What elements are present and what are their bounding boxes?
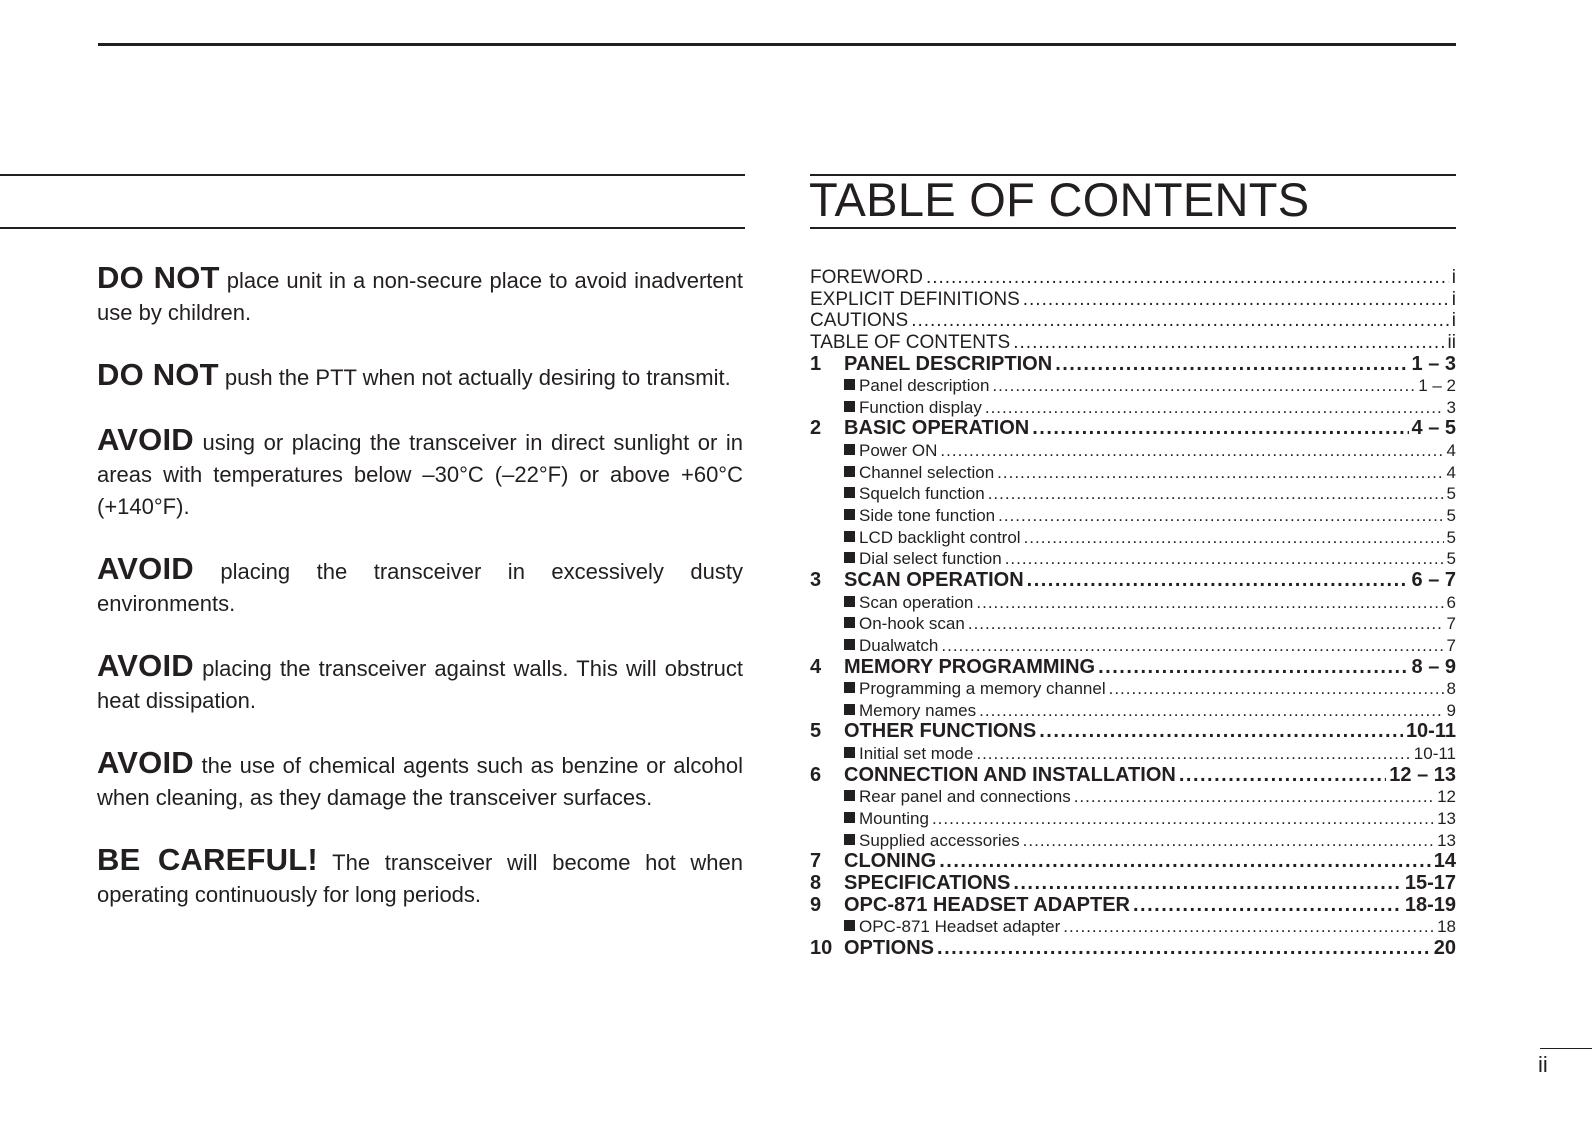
toc-chapter-number: 7 [810, 850, 822, 873]
toc-entry-page: 5 [1446, 484, 1456, 504]
toc-section-row [810, 635, 1456, 657]
caution-text: push the PTT when not actually desiring to transmit. [224, 365, 731, 390]
toc-chapter-number: 6 [810, 763, 822, 786]
black-square-bullet-icon [844, 639, 855, 650]
toc-entry-label: Panel description [859, 376, 990, 396]
toc-chapter-number: 5 [810, 720, 822, 743]
toc-entry-label: CONNECTION AND INSTALLATION [844, 763, 1176, 786]
caution-keyword: DO NOT [97, 357, 219, 392]
toc-dot-leader [976, 743, 1410, 765]
toc-entry-label: OPTIONS [844, 936, 935, 959]
black-square-bullet-icon [844, 552, 855, 563]
toc-dot-leader [1013, 873, 1402, 895]
caution-keyword: AVOID [97, 648, 194, 683]
toc-entry-page: 18-19 [1404, 893, 1456, 916]
toc-entry-page: 12 [1437, 787, 1456, 807]
toc-chapter-row [810, 570, 1456, 592]
toc-dot-leader [1005, 548, 1444, 570]
black-square-bullet-icon [844, 531, 855, 542]
toc-entry-label: MEMORY PROGRAMMING [844, 655, 1096, 678]
toc-chapter-row [810, 873, 1456, 895]
caution-text: The transceiver will become hot when operating continuously for long periods. [97, 850, 743, 907]
toc-dot-leader [911, 310, 1449, 332]
toc-entry-page: 4 [1446, 441, 1456, 461]
toc-dot-leader [1039, 721, 1403, 743]
toc-chapter-row [810, 657, 1456, 679]
toc-entry-page: i [1451, 310, 1456, 332]
black-square-bullet-icon [844, 596, 855, 607]
cautions-list [97, 262, 743, 941]
caution-item [97, 747, 743, 814]
toc-section-row [810, 786, 1456, 808]
toc-section-row [810, 462, 1456, 484]
toc-section-row [810, 397, 1456, 419]
toc-entry-page: 8 [1446, 679, 1456, 699]
toc-entry-page: 7 [1446, 635, 1456, 655]
toc-entry-page: 18 [1437, 917, 1456, 937]
toc-section-row [810, 700, 1456, 722]
toc-dot-leader [939, 851, 1431, 873]
toc-dot-leader [997, 462, 1443, 484]
toc-chapter-number: 1 [810, 352, 822, 375]
top-rule [98, 43, 1456, 46]
caution-keyword: DO NOT [97, 260, 220, 295]
toc-section-row [810, 440, 1456, 462]
caution-text: using or placing the transceiver in direct sunlight or in areas with temperatures below –30°C (–22°F) or above +60°C (+140°F). [97, 430, 743, 519]
toc-dot-leader [1109, 678, 1444, 700]
toc-chapter-number: 4 [810, 655, 822, 678]
toc-entry-label: LCD backlight control [859, 527, 1021, 547]
toc-entry-label: TABLE OF CONTENTS [810, 331, 1011, 353]
black-square-bullet-icon [844, 834, 855, 845]
toc-section-row [810, 592, 1456, 614]
toc-chapter-row [810, 765, 1456, 787]
toc-entry-page: ii [1447, 331, 1456, 353]
caution-text: placing the transceiver against walls. This will obstruct heat dissipation. [97, 656, 743, 713]
toc-entry-page: 5 [1446, 506, 1456, 526]
toc-chapter-row [810, 938, 1456, 960]
toc-entry-page: 15-17 [1404, 871, 1456, 894]
toc-dot-leader [1098, 657, 1408, 679]
toc-entry-label: CLONING [844, 850, 937, 873]
left-header-rule-top [0, 174, 745, 176]
toc-front-row [810, 332, 1456, 354]
toc-entry-page: 5 [1446, 527, 1456, 547]
caution-keyword: AVOID [97, 745, 194, 780]
toc-section-row [810, 830, 1456, 852]
toc-dot-leader [992, 375, 1415, 397]
caution-text: placing the transceiver in excessively dusty environments. [97, 559, 743, 616]
toc-section-row [810, 483, 1456, 505]
toc-entry-label: BASIC OPERATION [844, 417, 1030, 440]
toc-entry-page: 10-11 [1405, 720, 1456, 743]
toc-chapter-row [810, 354, 1456, 376]
toc-front-row [810, 289, 1456, 311]
toc-chapter-number: 2 [810, 417, 822, 440]
toc-entry-label: Supplied accessories [859, 830, 1020, 850]
toc-entry-label: Function display [859, 397, 982, 417]
black-square-bullet-icon [844, 812, 855, 823]
caution-item [97, 844, 743, 911]
black-square-bullet-icon [844, 466, 855, 477]
black-square-bullet-icon [844, 487, 855, 498]
toc-entry-page: 6 [1446, 592, 1456, 612]
black-square-bullet-icon [844, 444, 855, 455]
toc-entry-label: OTHER FUNCTIONS [844, 720, 1037, 743]
toc-entry-label: Dial select function [859, 549, 1002, 569]
toc-entry-page: 4 [1446, 462, 1456, 482]
caution-keyword: AVOID [97, 422, 194, 457]
toc-chapter-number: 8 [810, 871, 822, 894]
toc-dot-leader [998, 505, 1443, 527]
toc-entry-page: 4 – 5 [1411, 417, 1456, 440]
toc-dot-leader [926, 267, 1449, 289]
toc-entry-label: Rear panel and connections [859, 787, 1071, 807]
toc-dot-leader [932, 808, 1434, 830]
toc-entry-page: 10-11 [1413, 744, 1456, 764]
toc-entry-page: 20 [1433, 936, 1456, 959]
toc-dot-leader [1133, 895, 1402, 917]
toc-chapter-number: 10 [810, 936, 833, 959]
toc-chapter-row [810, 851, 1456, 873]
toc-entry-label: Scan operation [859, 592, 974, 612]
black-square-bullet-icon [844, 747, 855, 758]
toc-entry-page: 14 [1433, 850, 1456, 873]
toc-dot-leader [1023, 289, 1449, 311]
toc-dot-leader [988, 483, 1444, 505]
toc-entry-label: SPECIFICATIONS [844, 871, 1011, 894]
black-square-bullet-icon [844, 509, 855, 520]
black-square-bullet-icon [844, 401, 855, 412]
toc-dot-leader [1027, 570, 1409, 592]
toc-entry-label: On-hook scan [859, 614, 965, 634]
toc-section-row [810, 743, 1456, 765]
toc-title: TABLE OF CONTENTS [809, 173, 1310, 226]
toc-dot-leader [985, 397, 1444, 419]
caution-text: the use of chemical agents such as benzine or alcohol when cleaning, as they damage the transceiver surfaces. [97, 753, 743, 810]
caution-item [97, 262, 743, 329]
caution-item [97, 359, 743, 394]
toc-entry-label: PANEL DESCRIPTION [844, 352, 1053, 375]
black-square-bullet-icon [844, 617, 855, 628]
toc-entry-page: 3 [1446, 397, 1456, 417]
toc-dot-leader [937, 938, 1431, 960]
toc-section-row [810, 527, 1456, 549]
toc-dot-leader [1032, 418, 1408, 440]
toc-entry-label: SCAN OPERATION [844, 568, 1024, 591]
toc-dot-leader [1179, 765, 1386, 787]
toc-front-row [810, 310, 1456, 332]
toc-front-row [810, 267, 1456, 289]
toc-entry-label: Mounting [859, 809, 929, 829]
toc-section-row [810, 375, 1456, 397]
toc-entry-label: OPC-871 Headset adapter [859, 917, 1061, 937]
toc-entry-label: Initial set mode [859, 744, 974, 764]
toc-chapter-row [810, 418, 1456, 440]
toc-section-row [810, 808, 1456, 830]
toc-entry-label: Programming a memory channel [859, 679, 1106, 699]
toc-dot-leader [1074, 786, 1434, 808]
toc-dot-leader [940, 440, 1443, 462]
toc-dot-leader [1023, 830, 1434, 852]
toc-chapter-number: 9 [810, 893, 822, 916]
toc-dot-leader [1055, 354, 1408, 376]
toc-entry-label: CAUTIONS [810, 310, 909, 332]
toc-entry-label: Dualwatch [859, 635, 939, 655]
left-header-rule-bottom [0, 227, 745, 229]
toc-entry-page: 13 [1437, 830, 1456, 850]
toc-entry-page: 1 – 3 [1411, 352, 1456, 375]
toc-entry-page: 12 – 13 [1389, 763, 1456, 786]
caution-keyword: AVOID [97, 551, 194, 586]
black-square-bullet-icon [844, 704, 855, 715]
table-of-contents [810, 267, 1456, 960]
toc-section-row [810, 613, 1456, 635]
toc-entry-page: 13 [1437, 809, 1456, 829]
toc-entry-page: 8 – 9 [1411, 655, 1456, 678]
toc-dot-leader [1013, 332, 1444, 354]
toc-entry-label: Channel selection [859, 462, 995, 482]
black-square-bullet-icon [844, 379, 855, 390]
toc-chapter-row [810, 895, 1456, 917]
toc-entry-page: 5 [1446, 549, 1456, 569]
toc-entry-label: FOREWORD [810, 267, 923, 288]
toc-entry-label: Memory names [859, 700, 977, 720]
caution-item [97, 650, 743, 717]
toc-dot-leader [1063, 916, 1434, 938]
toc-dot-leader [1024, 527, 1444, 549]
toc-entry-label: Side tone function [859, 506, 996, 526]
toc-chapter-number: 3 [810, 568, 822, 591]
page-number: ii [1538, 1052, 1548, 1077]
caution-text: place unit in a non-secure place to avoid inadvertent use by children. [97, 268, 743, 325]
page-number-rule [1540, 1048, 1592, 1049]
caution-keyword: BE CAREFUL! [97, 842, 318, 877]
toc-section-row [810, 678, 1456, 700]
toc-entry-page: 6 – 7 [1411, 568, 1456, 591]
toc-entry-label: Power ON [859, 441, 938, 461]
toc-entry-page: 7 [1446, 614, 1456, 634]
toc-entry-page: i [1451, 288, 1456, 310]
black-square-bullet-icon [844, 920, 855, 931]
caution-item [97, 553, 743, 620]
toc-entry-label: EXPLICIT DEFINITIONS [810, 288, 1020, 310]
toc-dot-leader [976, 592, 1443, 614]
toc-section-row [810, 916, 1456, 938]
toc-entry-page: i [1451, 267, 1456, 288]
toc-section-row [810, 505, 1456, 527]
caution-item [97, 424, 743, 523]
toc-chapter-row [810, 721, 1456, 743]
toc-entry-label: OPC-871 HEADSET ADAPTER [844, 893, 1130, 916]
toc-dot-leader [979, 700, 1443, 722]
toc-entry-page: 1 – 2 [1418, 376, 1456, 396]
toc-entry-page: 9 [1446, 700, 1456, 720]
toc-dot-leader [968, 613, 1444, 635]
toc-section-row [810, 548, 1456, 570]
toc-dot-leader [941, 635, 1443, 657]
toc-entry-label: Squelch function [859, 484, 985, 504]
black-square-bullet-icon [844, 682, 855, 693]
black-square-bullet-icon [844, 790, 855, 801]
